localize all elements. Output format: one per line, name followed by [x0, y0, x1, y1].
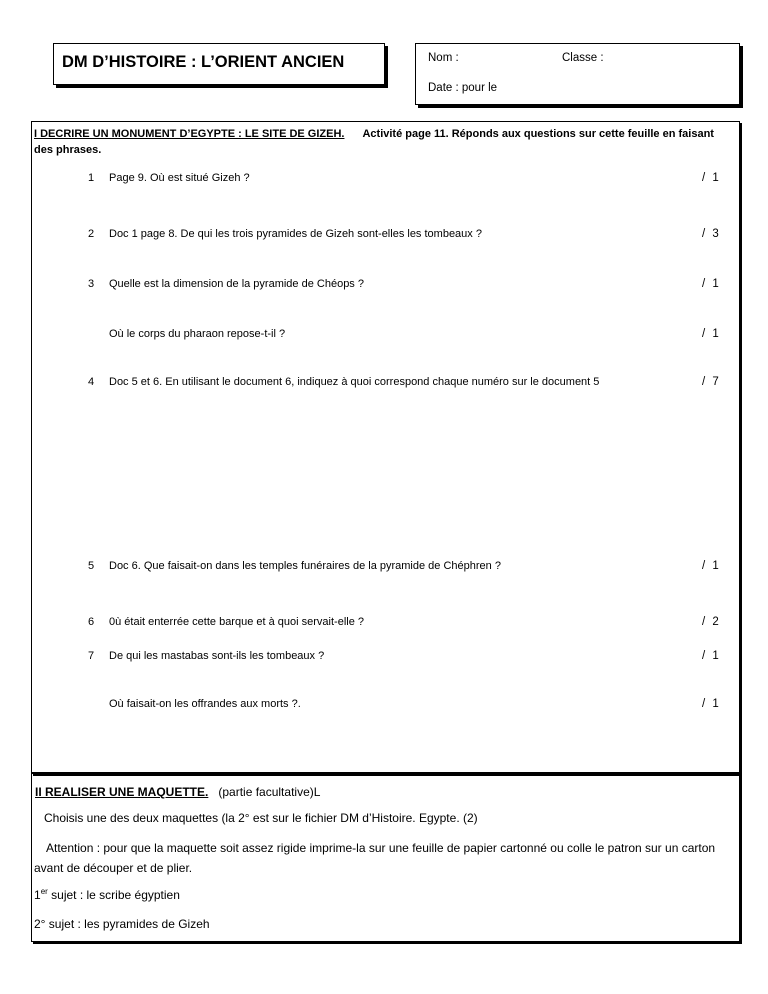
question-score: / 1	[702, 172, 721, 184]
question-text: Doc 5 et 6. En utilisant le document 6, indiquez à quoi correspond chaque numéro sur le document 5	[109, 376, 600, 388]
subject-1-number: 1	[34, 888, 41, 902]
question-score: / 7	[702, 376, 721, 388]
question-text: Où faisait-on les offrandes aux morts ?.	[109, 698, 301, 710]
section-2-subtitle: (partie facultative)L	[218, 785, 321, 799]
subject-1-ordinal: er	[40, 887, 48, 896]
question-score: / 1	[702, 650, 721, 662]
instruction-attention: Attention : pour que la maquette soit assez rigide imprime-la sur une feuille de papier cartonné ou colle le patron sur un carton avant de découper et de plier.	[34, 841, 716, 875]
section-1	[31, 121, 740, 774]
question-number: 4	[88, 376, 95, 388]
question-number: 2	[88, 228, 95, 240]
nom-label: Nom :	[428, 52, 459, 64]
question-text: Page 9. Où est situé Gizeh ?	[109, 172, 250, 184]
subject-1-text: sujet : le scribe égyptien	[47, 888, 180, 902]
document-title: DM D’HISTOIRE : L’ORIENT ANCIEN	[62, 53, 345, 71]
subject-2: 2° sujet : les pyramides de Gizeh	[34, 917, 210, 931]
question-text: Doc 1 page 8. De qui les trois pyramides de Gizeh sont-elles les tombeaux ?	[109, 228, 482, 240]
classe-label: Classe :	[562, 52, 604, 64]
instruction-choose: Choisis une des deux maquettes (la 2° est sur le fichier DM d’Histoire. Egypte. (2)	[44, 811, 478, 825]
question-score: / 1	[702, 698, 721, 710]
date-label: Date : pour le	[428, 82, 498, 94]
section-1-heading: I DECRIRE UN MONUMENT D’EGYPTE : LE SITE DE GIZEH.	[34, 128, 345, 140]
subject-1	[34, 882, 180, 905]
title-box	[53, 43, 385, 85]
question-score: / 1	[702, 560, 721, 572]
question-score: / 1	[702, 328, 721, 340]
question-text: Quelle est la dimension de la pyramide de Chéops ?	[109, 278, 364, 290]
question-text: Où le corps du pharaon repose-t-il ?	[109, 328, 286, 340]
question-score: / 1	[702, 278, 721, 290]
section-2	[31, 772, 740, 942]
section-1-instructions: Activité page 11. Réponds aux questions sur cette feuille en faisant des phrases.	[34, 128, 714, 156]
question-number: 7	[88, 650, 95, 662]
section-2-title	[35, 785, 320, 799]
question-text: 0ù était enterrée cette barque et à quoi servait-elle ?	[109, 616, 364, 628]
question-number: 3	[88, 278, 95, 290]
question-number: 1	[88, 172, 95, 184]
section-1-title	[34, 126, 724, 158]
section-2-heading: II REALISER UNE MAQUETTE.	[35, 785, 209, 799]
question-text: Doc 6. Que faisait-on dans les temples funéraires de la pyramide de Chéphren ?	[109, 560, 501, 572]
question-number: 6	[88, 616, 95, 628]
question-score: / 3	[702, 228, 721, 240]
question-text: De qui les mastabas sont-ils les tombeaux ?	[109, 650, 325, 662]
question-number: 5	[88, 560, 95, 572]
student-info-box	[415, 43, 740, 105]
question-score: / 2	[702, 616, 721, 628]
